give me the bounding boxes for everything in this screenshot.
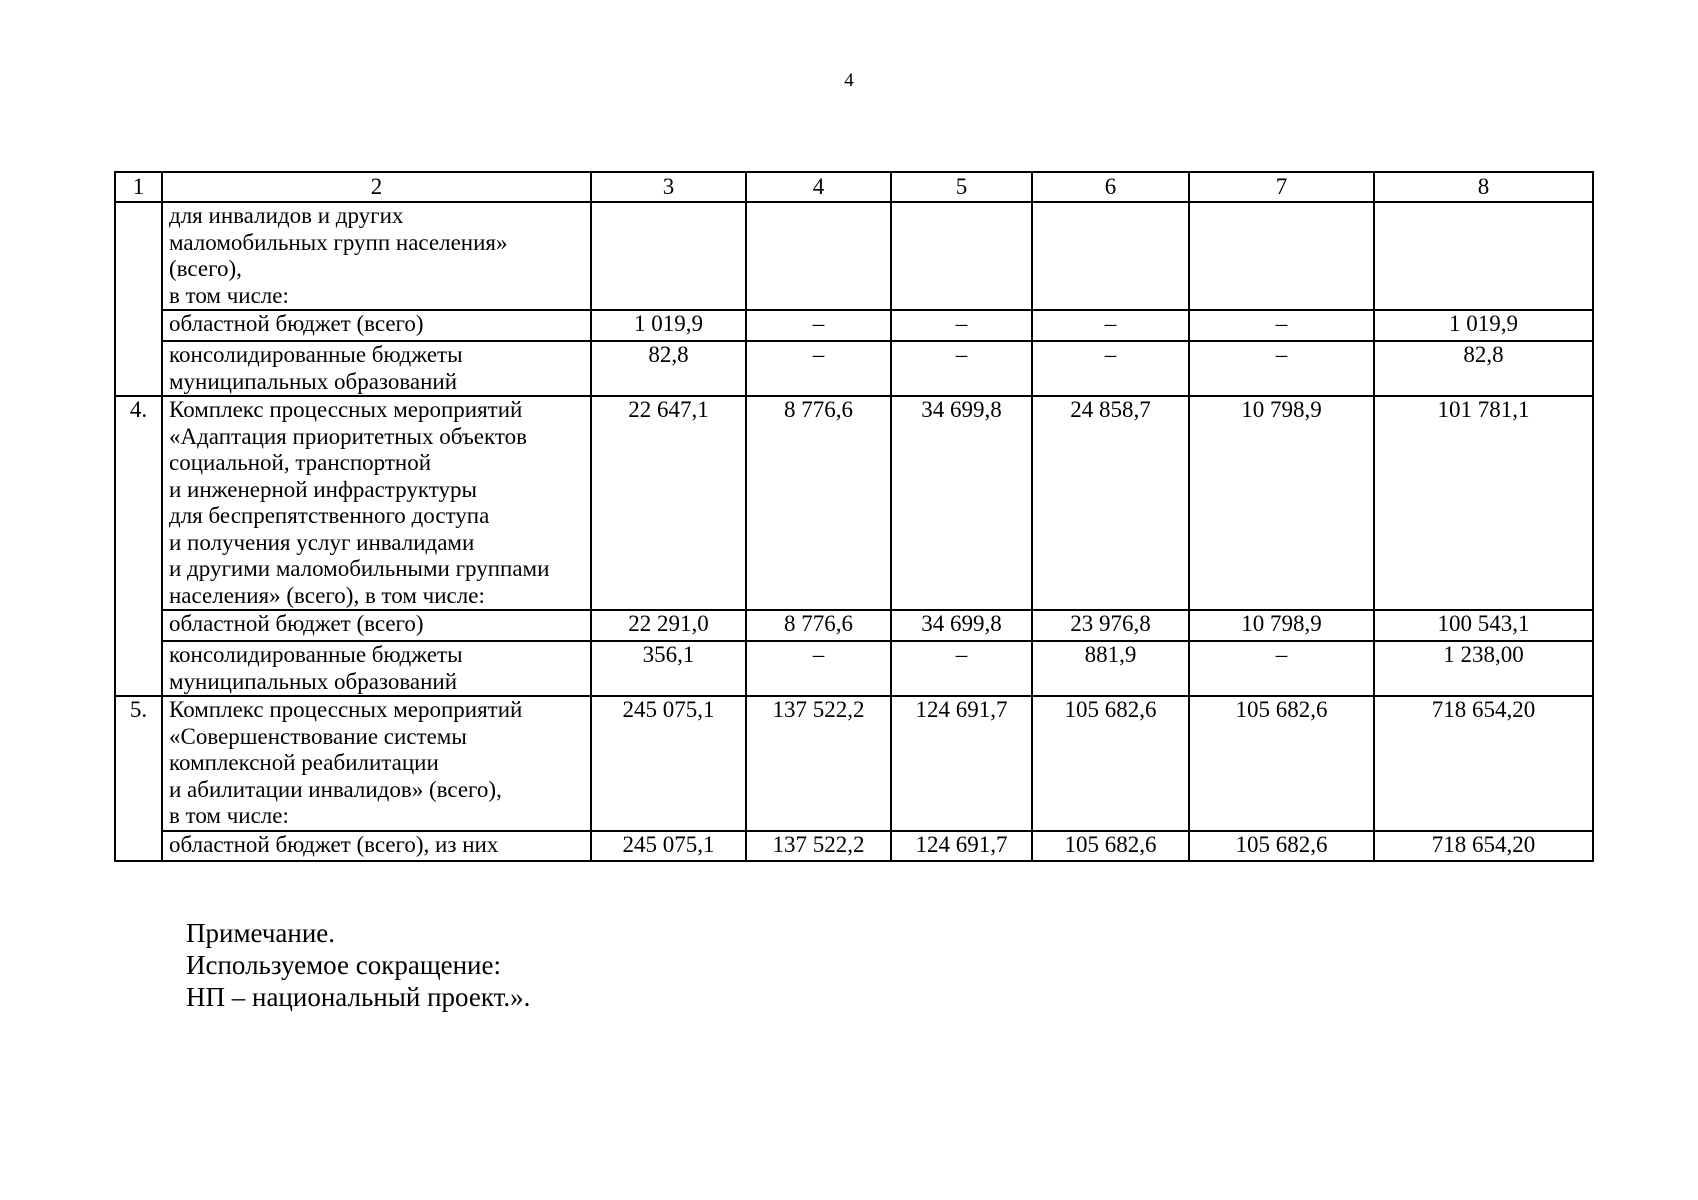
value-cell: 105 682,6: [1032, 696, 1189, 831]
value-cell: 22 291,0: [591, 610, 746, 641]
value-cell: 124 691,7: [891, 831, 1032, 861]
value-cell: 34 699,8: [891, 610, 1032, 641]
budget-table: [114, 171, 1594, 862]
value-cell: 1 019,9: [1374, 310, 1593, 341]
footnote: [186, 917, 530, 1013]
table-row: [115, 641, 1593, 696]
row-label-cell: консолидированные бюджеты муниципальных образований: [162, 641, 591, 696]
value-cell: 105 682,6: [1189, 696, 1374, 831]
column-number-cell: 4: [746, 172, 891, 202]
row-index-cell: 5.: [115, 696, 162, 861]
value-cell: –: [1189, 310, 1374, 341]
row-label-cell: консолидированные бюджеты муниципальных образований: [162, 341, 591, 396]
page-number: 4: [844, 70, 854, 91]
column-number-cell: 8: [1374, 172, 1593, 202]
value-cell: –: [1032, 341, 1189, 396]
value-cell: 105 682,6: [1189, 831, 1374, 861]
note-abbreviation: НП – национальный проект.».: [186, 982, 531, 1012]
column-number-cell: 5: [891, 172, 1032, 202]
table-row: [115, 396, 1593, 610]
row-index-cell: 4.: [115, 396, 162, 696]
value-cell: –: [891, 641, 1032, 696]
note-abbreviation-heading: Используемое сокращение:: [186, 950, 501, 980]
value-cell: 245 075,1: [591, 831, 746, 861]
value-cell: –: [1189, 641, 1374, 696]
value-cell: 1 019,9: [591, 310, 746, 341]
column-number-cell: 6: [1032, 172, 1189, 202]
value-cell: 24 858,7: [1032, 396, 1189, 610]
value-cell: [1189, 202, 1374, 310]
column-number-header-row: [115, 172, 1593, 202]
value-cell: [746, 202, 891, 310]
value-cell: –: [1032, 310, 1189, 341]
value-cell: 1 238,00: [1374, 641, 1593, 696]
row-label-cell: областной бюджет (всего): [162, 310, 591, 341]
value-cell: 101 781,1: [1374, 396, 1593, 610]
table-row: [115, 610, 1593, 641]
value-cell: 8 776,6: [746, 610, 891, 641]
note-title: Примечание.: [186, 918, 336, 948]
value-cell: 34 699,8: [891, 396, 1032, 610]
value-cell: [891, 202, 1032, 310]
value-cell: 718 654,20: [1374, 696, 1593, 831]
value-cell: –: [746, 341, 891, 396]
value-cell: 718 654,20: [1374, 831, 1593, 861]
table-row: [115, 696, 1593, 831]
value-cell: 137 522,2: [746, 696, 891, 831]
value-cell: 100 543,1: [1374, 610, 1593, 641]
value-cell: 82,8: [1374, 341, 1593, 396]
value-cell: 8 776,6: [746, 396, 891, 610]
column-number-cell: 2: [162, 172, 591, 202]
row-label-cell: областной бюджет (всего): [162, 610, 591, 641]
value-cell: 82,8: [591, 341, 746, 396]
row-label-cell: Комплекс процессных мероприятий «Совершенствование системы комплексной реабилитации и абилитации инвалидов» (всего), в том числе:: [162, 696, 591, 831]
value-cell: 137 522,2: [746, 831, 891, 861]
value-cell: 105 682,6: [1032, 831, 1189, 861]
column-number-cell: 1: [115, 172, 162, 202]
value-cell: 10 798,9: [1189, 396, 1374, 610]
value-cell: 10 798,9: [1189, 610, 1374, 641]
row-label-cell: областной бюджет (всего), из них: [162, 831, 591, 861]
value-cell: –: [891, 341, 1032, 396]
row-label-cell: Комплекс процессных мероприятий «Адаптация приоритетных объектов социальной, транспортной и инженерной инфраструктуры для беспрепятственного доступа и получения услуг инвалидами и другими маломобильными группами населения» (всего), в том числе:: [162, 396, 591, 610]
value-cell: [1374, 202, 1593, 310]
row-index-cell: [115, 202, 162, 396]
value-cell: 881,9: [1032, 641, 1189, 696]
value-cell: –: [746, 310, 891, 341]
column-number-cell: 7: [1189, 172, 1374, 202]
table-row: [115, 202, 1593, 310]
value-cell: 23 976,8: [1032, 610, 1189, 641]
value-cell: 356,1: [591, 641, 746, 696]
table-row: [115, 831, 1593, 861]
table-row: [115, 310, 1593, 341]
value-cell: [1032, 202, 1189, 310]
column-number-cell: 3: [591, 172, 746, 202]
value-cell: [591, 202, 746, 310]
table-row: [115, 341, 1593, 396]
value-cell: –: [1189, 341, 1374, 396]
row-label-cell: для инвалидов и других маломобильных групп населения» (всего), в том числе:: [162, 202, 591, 310]
value-cell: 245 075,1: [591, 696, 746, 831]
value-cell: –: [746, 641, 891, 696]
table-body: [115, 172, 1593, 861]
value-cell: –: [891, 310, 1032, 341]
value-cell: 124 691,7: [891, 696, 1032, 831]
value-cell: 22 647,1: [591, 396, 746, 610]
